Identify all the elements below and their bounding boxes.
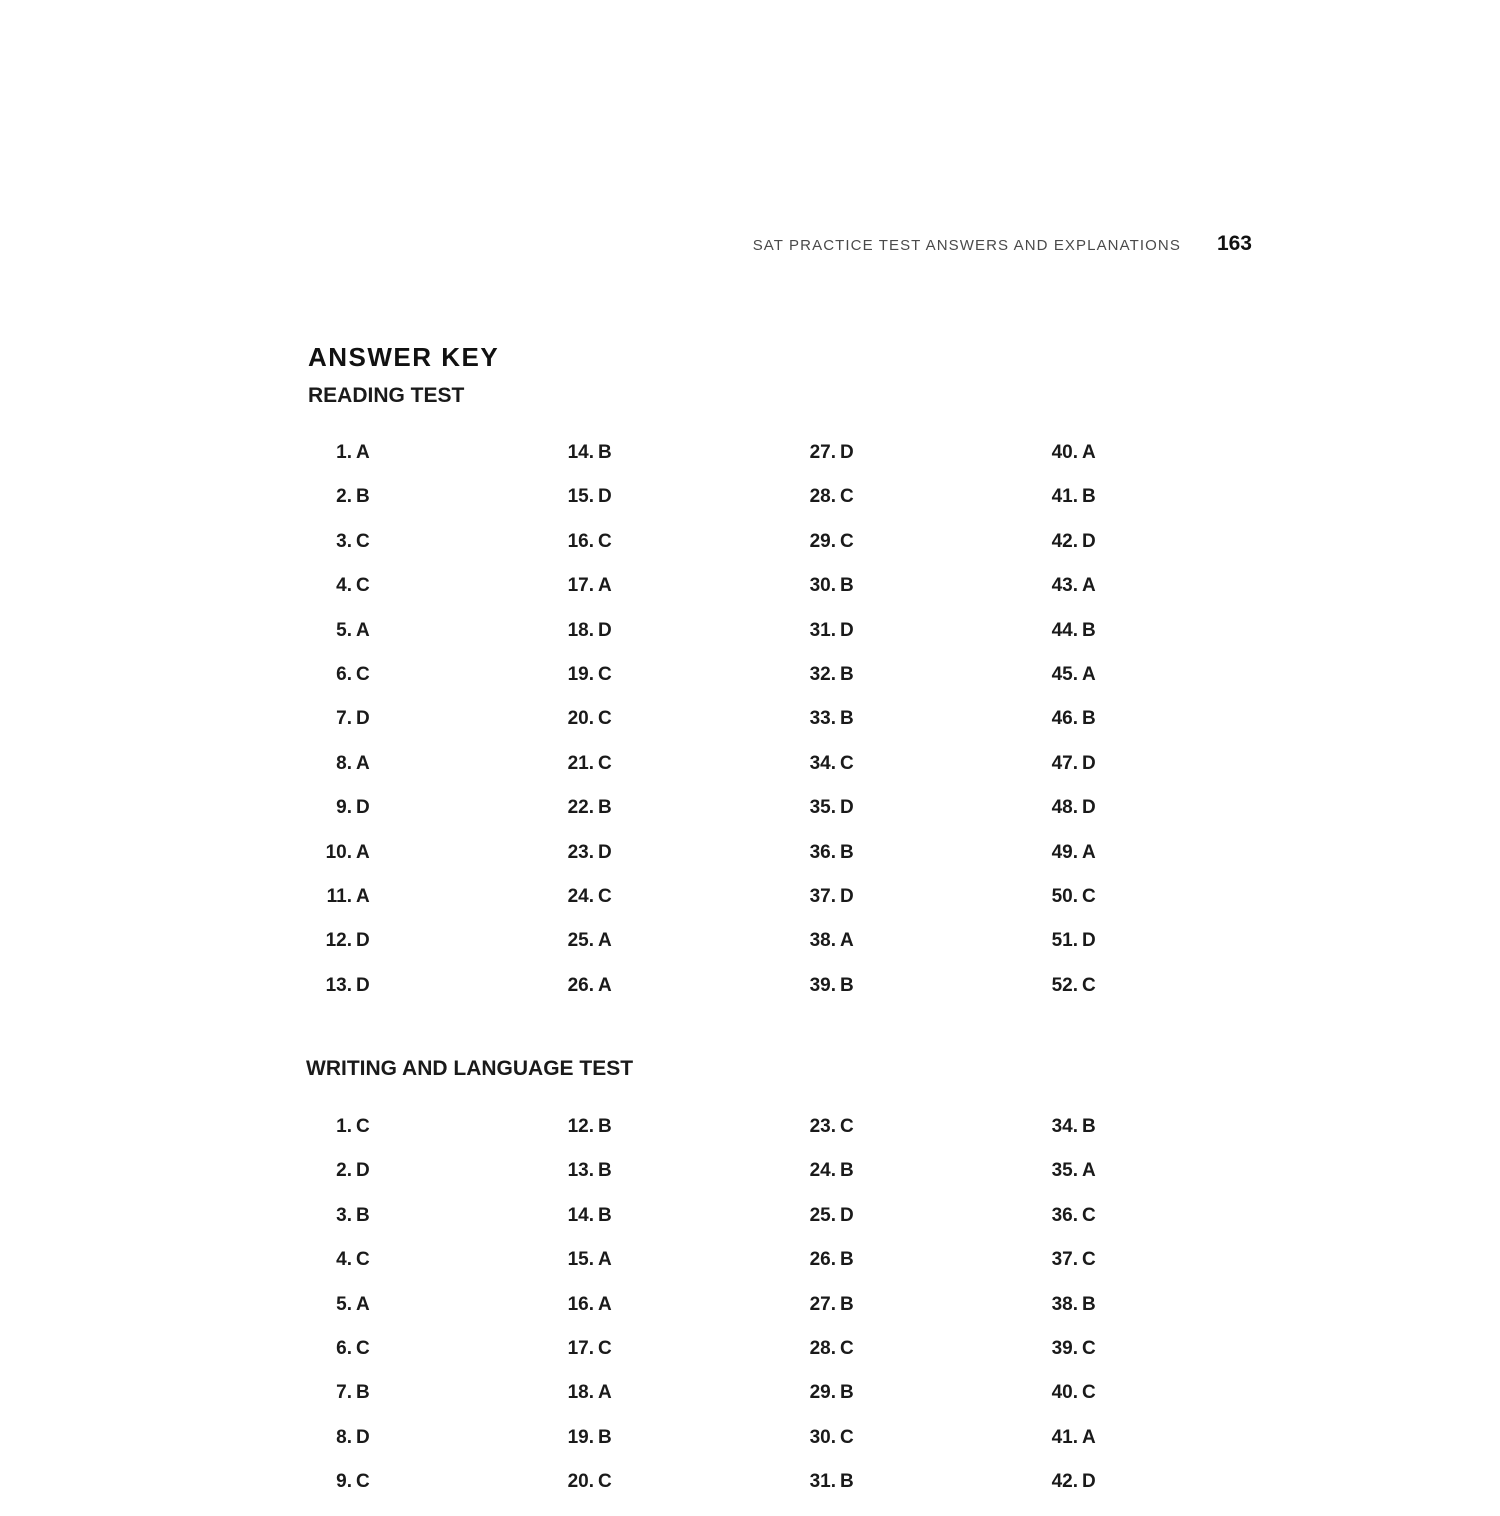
question-number: 25. bbox=[809, 1204, 836, 1226]
answer-item bbox=[1032, 708, 1274, 752]
answer-letter: A bbox=[1082, 442, 1096, 463]
question-number: 34. bbox=[1051, 1116, 1078, 1137]
answer-item bbox=[306, 1427, 548, 1471]
question-number: 44. bbox=[1051, 619, 1078, 641]
answer-item bbox=[790, 531, 1032, 575]
answer-letter: D bbox=[1082, 930, 1096, 952]
answer-letter: C bbox=[1082, 1249, 1096, 1271]
answer-letter: A bbox=[840, 930, 854, 952]
answer-letter: A bbox=[598, 974, 612, 996]
answer-item bbox=[306, 1471, 548, 1515]
answer-item bbox=[548, 575, 790, 619]
answer-item bbox=[1032, 797, 1274, 841]
question-number: 10. bbox=[325, 841, 352, 863]
answer-letter: C bbox=[356, 663, 370, 685]
question-number: 11. bbox=[326, 885, 352, 907]
answer-grid-reading bbox=[306, 442, 1106, 1019]
answer-letter: A bbox=[598, 930, 612, 952]
question-number: 25. bbox=[567, 930, 594, 952]
question-number: 27. bbox=[809, 1293, 836, 1315]
question-number: 7. bbox=[336, 708, 352, 730]
answer-letter: D bbox=[356, 930, 370, 952]
answer-letter: D bbox=[1082, 530, 1096, 552]
question-number: 3. bbox=[336, 530, 352, 552]
question-number: 26. bbox=[809, 1249, 836, 1271]
answer-letter: B bbox=[840, 575, 854, 597]
answer-item bbox=[1032, 1338, 1274, 1382]
answer-item bbox=[790, 753, 1032, 797]
answer-letter: B bbox=[1082, 708, 1096, 730]
answer-item bbox=[306, 753, 548, 797]
question-number: 40. bbox=[1051, 1382, 1078, 1404]
answer-item bbox=[790, 708, 1032, 752]
answer-item bbox=[1032, 620, 1274, 664]
answer-letter: D bbox=[840, 619, 854, 641]
answer-letter: A bbox=[1082, 1160, 1096, 1182]
answer-letter: A bbox=[356, 752, 370, 774]
question-number: 37. bbox=[1051, 1249, 1078, 1271]
answer-item bbox=[306, 930, 548, 974]
answer-item bbox=[548, 1382, 790, 1426]
question-number: 50. bbox=[1051, 885, 1078, 907]
answer-letter: A bbox=[356, 442, 370, 463]
question-number: 5. bbox=[336, 619, 352, 641]
question-number: 7. bbox=[336, 1382, 352, 1404]
question-number: 1. bbox=[336, 1116, 352, 1137]
question-number: 19. bbox=[567, 1426, 594, 1448]
question-number: 18. bbox=[567, 619, 594, 641]
question-number: 2. bbox=[336, 1160, 352, 1182]
answer-letter: D bbox=[840, 1204, 854, 1226]
answer-letter: B bbox=[1082, 619, 1096, 641]
question-number: 36. bbox=[809, 841, 836, 863]
answer-letter: D bbox=[1082, 797, 1096, 819]
answer-letter: D bbox=[356, 974, 370, 996]
answer-item bbox=[1032, 664, 1274, 708]
answer-letter: C bbox=[1082, 974, 1096, 996]
answer-letter: B bbox=[356, 1382, 370, 1404]
question-number: 4. bbox=[336, 1249, 352, 1271]
answer-item bbox=[306, 1338, 548, 1382]
answer-letter: D bbox=[356, 797, 370, 819]
question-number: 40. bbox=[1051, 442, 1078, 463]
answer-item bbox=[790, 1116, 1032, 1160]
answer-item bbox=[790, 797, 1032, 841]
answer-letter: A bbox=[1082, 1426, 1096, 1448]
answer-item bbox=[1032, 1471, 1274, 1515]
answer-item bbox=[306, 797, 548, 841]
answer-item bbox=[1032, 842, 1274, 886]
answer-letter: A bbox=[598, 1382, 612, 1404]
answer-letter: D bbox=[840, 797, 854, 819]
answer-item bbox=[1032, 930, 1274, 974]
question-number: 45. bbox=[1051, 663, 1078, 685]
answer-item bbox=[1032, 442, 1274, 486]
answer-item bbox=[1032, 531, 1274, 575]
answer-letter: C bbox=[840, 1337, 854, 1359]
question-number: 20. bbox=[567, 1471, 594, 1493]
question-number: 30. bbox=[809, 575, 836, 597]
question-number: 30. bbox=[809, 1426, 836, 1448]
answer-letter: C bbox=[1082, 1382, 1096, 1404]
answer-item bbox=[306, 1116, 548, 1160]
question-number: 3. bbox=[336, 1204, 352, 1226]
answer-item bbox=[548, 1338, 790, 1382]
answer-letter: C bbox=[840, 752, 854, 774]
answer-letter: C bbox=[1082, 885, 1096, 907]
answer-item bbox=[306, 975, 548, 1019]
question-number: 52. bbox=[1051, 974, 1078, 996]
answer-item bbox=[1032, 1382, 1274, 1426]
question-number: 47. bbox=[1051, 752, 1078, 774]
question-number: 12. bbox=[325, 930, 352, 952]
answer-item bbox=[790, 1160, 1032, 1204]
question-number: 2. bbox=[336, 486, 352, 508]
answer-letter: C bbox=[356, 1471, 370, 1493]
answer-letter: C bbox=[598, 1471, 612, 1493]
answer-item bbox=[1032, 1294, 1274, 1338]
question-number: 15. bbox=[567, 1249, 594, 1271]
answer-letter: D bbox=[1082, 1471, 1096, 1493]
question-number: 39. bbox=[809, 974, 836, 996]
answer-item bbox=[548, 442, 790, 486]
question-number: 33. bbox=[809, 708, 836, 730]
answer-letter: C bbox=[598, 1337, 612, 1359]
question-number: 22. bbox=[567, 797, 594, 819]
question-number: 49. bbox=[1051, 841, 1078, 863]
answer-letter: B bbox=[356, 486, 370, 508]
question-number: 13. bbox=[567, 1160, 594, 1182]
answer-letter: C bbox=[356, 1249, 370, 1271]
answer-item bbox=[548, 531, 790, 575]
question-number: 18. bbox=[567, 1382, 594, 1404]
answer-item bbox=[790, 620, 1032, 664]
question-number: 26. bbox=[567, 974, 594, 996]
answer-letter: A bbox=[356, 619, 370, 641]
question-number: 28. bbox=[809, 486, 836, 508]
question-number: 9. bbox=[336, 797, 352, 819]
answer-letter: C bbox=[356, 1337, 370, 1359]
answer-item bbox=[306, 1160, 548, 1204]
question-number: 17. bbox=[567, 575, 594, 597]
answer-letter: C bbox=[1082, 1337, 1096, 1359]
question-number: 43. bbox=[1051, 575, 1078, 597]
answer-letter: B bbox=[840, 1249, 854, 1271]
answer-letter: C bbox=[840, 530, 854, 552]
answer-item bbox=[548, 930, 790, 974]
answer-letter: C bbox=[598, 530, 612, 552]
page-title: ANSWER KEY bbox=[308, 342, 500, 372]
answer-letter: C bbox=[840, 486, 854, 508]
question-number: 15. bbox=[567, 486, 594, 508]
answer-letter: B bbox=[840, 974, 854, 996]
question-number: 41. bbox=[1051, 486, 1078, 508]
answer-letter: C bbox=[598, 663, 612, 685]
answer-item bbox=[1032, 1205, 1274, 1249]
answer-item bbox=[306, 1294, 548, 1338]
answer-item bbox=[1032, 1427, 1274, 1471]
answer-item bbox=[790, 1382, 1032, 1426]
question-number: 39. bbox=[1051, 1337, 1078, 1359]
answer-letter: A bbox=[356, 1293, 370, 1315]
question-number: 9. bbox=[336, 1471, 352, 1493]
answer-letter: C bbox=[840, 1116, 854, 1137]
answer-item bbox=[548, 664, 790, 708]
answer-letter: B bbox=[840, 663, 854, 685]
question-number: 36. bbox=[1051, 1204, 1078, 1226]
answer-letter: D bbox=[1082, 752, 1096, 774]
answer-letter: B bbox=[598, 1160, 612, 1182]
answer-item bbox=[1032, 486, 1274, 530]
answer-letter: C bbox=[356, 575, 370, 597]
answer-item bbox=[306, 842, 548, 886]
question-number: 13. bbox=[325, 974, 352, 996]
answer-letter: B bbox=[840, 708, 854, 730]
answer-letter: A bbox=[598, 1249, 612, 1271]
answer-letter: A bbox=[598, 575, 612, 597]
answer-item bbox=[1032, 753, 1274, 797]
answer-item bbox=[790, 486, 1032, 530]
answer-letter: D bbox=[598, 486, 612, 508]
page-number: 163 bbox=[1216, 232, 1252, 255]
running-header bbox=[753, 232, 1252, 256]
running-title: SAT PRACTICE TEST ANSWERS AND EXPLANATIONS bbox=[752, 237, 1181, 254]
answer-letter: B bbox=[840, 841, 854, 863]
answer-item bbox=[548, 975, 790, 1019]
answer-item bbox=[306, 886, 548, 930]
question-number: 42. bbox=[1051, 1471, 1078, 1493]
answer-item bbox=[548, 1249, 790, 1293]
question-number: 35. bbox=[1051, 1160, 1078, 1182]
question-number: 48. bbox=[1051, 797, 1078, 819]
answer-letter: B bbox=[840, 1471, 854, 1493]
question-number: 16. bbox=[567, 1293, 594, 1315]
question-number: 42. bbox=[1051, 530, 1078, 552]
answer-item bbox=[306, 620, 548, 664]
answer-item bbox=[790, 1338, 1032, 1382]
answer-letter: D bbox=[356, 1426, 370, 1448]
answer-letter: C bbox=[356, 530, 370, 552]
answer-item bbox=[790, 930, 1032, 974]
answer-item bbox=[548, 1116, 790, 1160]
question-number: 8. bbox=[336, 1426, 352, 1448]
answer-letter: A bbox=[1082, 841, 1096, 863]
question-number: 24. bbox=[567, 885, 594, 907]
question-number: 23. bbox=[809, 1116, 836, 1137]
question-number: 6. bbox=[336, 663, 352, 685]
answer-item bbox=[1032, 1160, 1274, 1204]
answer-item bbox=[306, 486, 548, 530]
question-number: 14. bbox=[567, 1204, 594, 1226]
question-number: 19. bbox=[567, 663, 594, 685]
question-number: 23. bbox=[567, 841, 594, 863]
question-number: 35. bbox=[809, 797, 836, 819]
question-number: 8. bbox=[336, 752, 352, 774]
answer-letter: C bbox=[356, 1116, 370, 1137]
answer-item bbox=[548, 1471, 790, 1515]
answer-item bbox=[1032, 886, 1274, 930]
question-number: 24. bbox=[809, 1160, 836, 1182]
answer-item bbox=[306, 442, 548, 486]
answer-item bbox=[790, 842, 1032, 886]
question-number: 14. bbox=[567, 442, 594, 463]
answer-item bbox=[548, 620, 790, 664]
answer-letter: D bbox=[598, 841, 612, 863]
answer-item bbox=[548, 753, 790, 797]
answer-item bbox=[306, 1249, 548, 1293]
answer-letter: D bbox=[840, 885, 854, 907]
question-number: 38. bbox=[1051, 1293, 1078, 1315]
question-number: 28. bbox=[809, 1337, 836, 1359]
question-number: 31. bbox=[809, 1471, 836, 1493]
answer-letter: B bbox=[1082, 1116, 1096, 1137]
answer-letter: B bbox=[598, 1426, 612, 1448]
question-number: 34. bbox=[809, 752, 836, 774]
question-number: 6. bbox=[336, 1337, 352, 1359]
answer-item bbox=[306, 1382, 548, 1426]
answer-letter: A bbox=[1082, 575, 1096, 597]
answer-grid-writing bbox=[306, 1116, 1106, 1516]
answer-item bbox=[548, 486, 790, 530]
answer-letter: B bbox=[840, 1293, 854, 1315]
answer-item bbox=[1032, 975, 1274, 1019]
answer-letter: A bbox=[356, 885, 370, 907]
question-number: 16. bbox=[567, 530, 594, 552]
question-number: 1. bbox=[336, 442, 352, 463]
answer-item bbox=[548, 1205, 790, 1249]
answer-item bbox=[790, 975, 1032, 1019]
question-number: 21. bbox=[567, 752, 594, 774]
answer-letter: C bbox=[598, 752, 612, 774]
answer-letter: D bbox=[598, 619, 612, 641]
answer-item bbox=[790, 575, 1032, 619]
answer-item bbox=[548, 1427, 790, 1471]
question-number: 51. bbox=[1051, 930, 1078, 952]
answer-letter: C bbox=[1082, 1204, 1096, 1226]
question-number: 29. bbox=[809, 1382, 836, 1404]
answer-letter: D bbox=[356, 1160, 370, 1182]
answer-letter: A bbox=[356, 841, 370, 863]
question-number: 31. bbox=[809, 619, 836, 641]
answer-item bbox=[548, 1160, 790, 1204]
answer-item bbox=[306, 1205, 548, 1249]
answer-letter: C bbox=[840, 1426, 854, 1448]
answer-letter: B bbox=[598, 1204, 612, 1226]
answer-item bbox=[790, 1471, 1032, 1515]
section-heading-reading: READING TEST bbox=[308, 384, 465, 407]
answer-letter: C bbox=[598, 885, 612, 907]
question-number: 12. bbox=[567, 1116, 594, 1137]
question-number: 4. bbox=[336, 575, 352, 597]
answer-item bbox=[306, 531, 548, 575]
answer-item bbox=[306, 708, 548, 752]
answer-item bbox=[306, 664, 548, 708]
question-number: 41. bbox=[1051, 1426, 1078, 1448]
section-heading-writing: WRITING AND LANGUAGE TEST bbox=[306, 1057, 634, 1080]
question-number: 32. bbox=[809, 663, 836, 685]
question-number: 27. bbox=[809, 442, 836, 463]
answer-item bbox=[790, 664, 1032, 708]
answer-item bbox=[790, 1205, 1032, 1249]
answer-letter: C bbox=[598, 708, 612, 730]
answer-letter: B bbox=[356, 1204, 370, 1226]
answer-item bbox=[790, 886, 1032, 930]
answer-item bbox=[790, 1294, 1032, 1338]
answer-letter: B bbox=[840, 1382, 854, 1404]
answer-item bbox=[306, 575, 548, 619]
answer-letter: B bbox=[598, 797, 612, 819]
answer-item bbox=[1032, 1249, 1274, 1293]
answer-item bbox=[548, 797, 790, 841]
answer-item bbox=[548, 708, 790, 752]
answer-letter: B bbox=[598, 442, 612, 463]
answer-letter: D bbox=[356, 708, 370, 730]
question-number: 38. bbox=[809, 930, 836, 952]
question-number: 5. bbox=[336, 1293, 352, 1315]
answer-item bbox=[548, 886, 790, 930]
answer-item bbox=[790, 1427, 1032, 1471]
answer-letter: D bbox=[840, 442, 854, 463]
answer-letter: A bbox=[598, 1293, 612, 1315]
answer-letter: A bbox=[1082, 663, 1096, 685]
answer-item bbox=[790, 442, 1032, 486]
answer-letter: B bbox=[598, 1116, 612, 1137]
answer-item bbox=[790, 1249, 1032, 1293]
answer-letter: B bbox=[1082, 1293, 1096, 1315]
question-number: 17. bbox=[567, 1337, 594, 1359]
answer-letter: B bbox=[1082, 486, 1096, 508]
answer-item bbox=[548, 842, 790, 886]
answer-item bbox=[1032, 575, 1274, 619]
question-number: 37. bbox=[809, 885, 836, 907]
answer-item bbox=[548, 1294, 790, 1338]
answer-letter: B bbox=[840, 1160, 854, 1182]
question-number: 46. bbox=[1051, 708, 1078, 730]
answer-item bbox=[1032, 1116, 1274, 1160]
question-number: 29. bbox=[809, 530, 836, 552]
question-number: 20. bbox=[567, 708, 594, 730]
